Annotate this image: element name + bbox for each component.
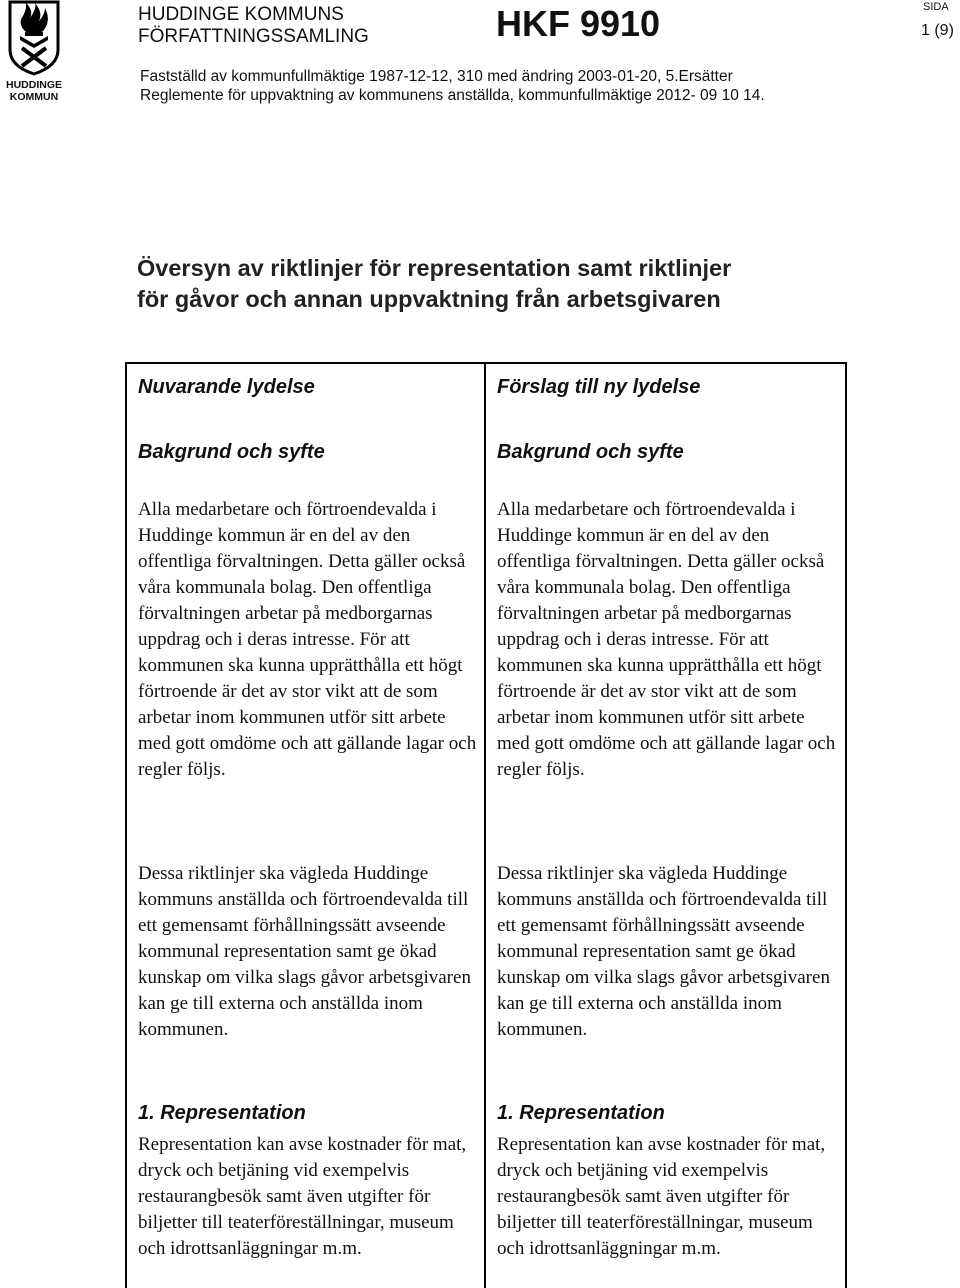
section-heading: Bakgrund och syfte: [138, 441, 325, 463]
comparison-table: [125, 362, 847, 1288]
section-heading: Bakgrund och syfte: [497, 441, 684, 463]
logo-text: HUDDINGE KOMMUN: [5, 79, 62, 103]
municipality-logo: [0, 0, 68, 110]
representation-paragraph: Representation kan avse kostnader för mat, dryck och betjäning vid exempelvis restaurangbesök samt även utgifter för biljetter till teaterföreställningar, museum och idrottsanläggningar m.m.: [497, 1134, 826, 1259]
title-line2: för gåvor och annan uppvaktning från arbetsgivaren: [137, 286, 721, 312]
purpose-paragraph: Dessa riktlinjer ska vägleda Huddinge kommuns anställda och förtroendevalda till ett gemensamt förhållningssätt avseende kommunal representation samt ge ökad kunskap om vilka slags gåvor arbetsgivaren kan ge till externa och anställda inom kommunen.: [138, 863, 471, 1040]
column-heading: Nuvarande lydelse: [138, 376, 315, 398]
title-line1: Översyn av riktlinjer för representation samt riktlinjer: [137, 255, 732, 281]
page-label: SIDA: [923, 1, 949, 13]
column-divider: [484, 364, 486, 1288]
background-paragraph: Alla medarbetare och förtroendevalda i Huddinge kommun är en del av den offentliga förvaltningen. Detta gäller också våra kommunala bolag. Den offentliga förvaltningen arbetar på medborgarnas uppdrag och i deras intresse. För att kommunen ska kunna upprätthålla ett högt förtroende är det av stor vikt att de som arbetar inom kommunen utför sitt arbete med gott omdöme och att gällande lagar och regler följs.: [138, 499, 477, 780]
document-title: [137, 253, 897, 315]
coat-of-arms-icon: [4, 0, 64, 76]
page-number: 1 (9): [921, 22, 954, 39]
purpose-paragraph: Dessa riktlinjer ska vägleda Huddinge kommuns anställda och förtroendevalda till ett gemensamt förhållningssätt avseende kommunal representation samt ge ökad kunskap om vilka slags gåvor arbetsgivaren kan ge till externa och anställda inom kommunen.: [497, 863, 830, 1040]
ratification-line2: Reglemente för uppvaktning av kommunens anställda, kommunfullmäktige 2012- 09 10 14.: [140, 86, 765, 104]
representation-paragraph: Representation kan avse kostnader för mat, dryck och betjäning vid exempelvis restaurangbesök samt även utgifter för biljetter till teaterföreställningar, museum och idrottsanläggningar m.m.: [138, 1134, 467, 1259]
org-name-line2: FÖRFATTNINGSSAMLING: [138, 26, 369, 47]
org-name-line1: HUDDINGE KOMMUNS: [138, 4, 344, 25]
ratification-line1: Fastställd av kommunfullmäktige 1987-12-12, 310 med ändring 2003-01-20, 5.Ersätter: [140, 68, 733, 85]
column-heading: Förslag till ny lydelse: [497, 376, 701, 398]
representation-heading: 1. Representation: [138, 1102, 306, 1124]
org-name: [138, 4, 369, 48]
ratification-note: [140, 68, 765, 105]
document-code: HKF 9910: [496, 3, 661, 44]
representation-heading: 1. Representation: [497, 1102, 665, 1124]
background-paragraph: Alla medarbetare och förtroendevalda i Huddinge kommun är en del av den offentliga förvaltningen. Detta gäller också våra kommunala bolag. Den offentliga förvaltningen arbetar på medborgarnas uppdrag och i deras intresse. För att kommunen ska kunna upprätthålla ett högt förtroende är det av stor vikt att de som arbetar inom kommunen utför sitt arbete med gott omdöme och att gällande lagar och regler följs.: [497, 499, 836, 780]
